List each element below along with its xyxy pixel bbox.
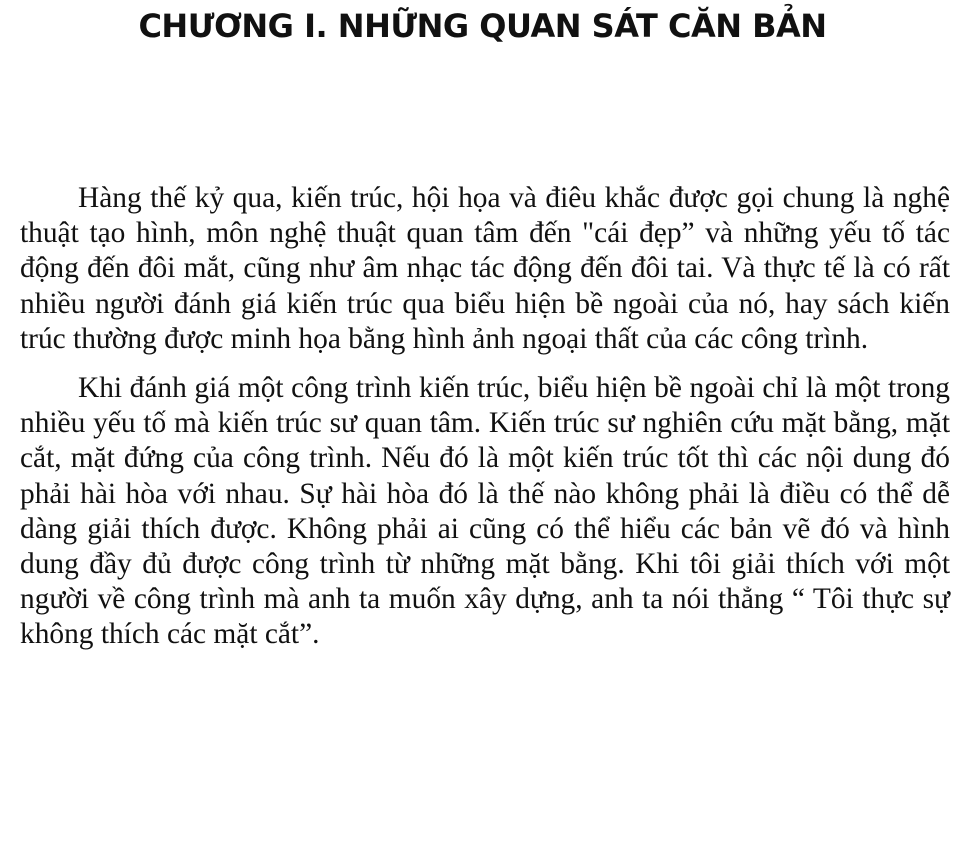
- chapter-title: CHƯƠNG I. NHỮNG QUAN SÁT CĂN BẢN: [138, 7, 827, 45]
- paragraph-1: Hàng thế kỷ qua, kiến trúc, hội họa và điêu khắc được gọi chung là nghệ thuật tạo hình, môn nghệ thuật quan tâm đến "cái đẹp” và những yếu tố tác động đến đôi mắt, cũng như âm nhạc tác động đến đôi tai. Và thực tế là có rất nhiều người đánh giá kiến trúc qua biểu hiện bề ngoài của nó, hay sách kiến trúc thường được minh họa bằng hình ảnh ngoại thất của các công trình.: [20, 182, 950, 355]
- body-text: [20, 181, 950, 653]
- paragraph-2: Khi đánh giá một công trình kiến trúc, biểu hiện bề ngoài chỉ là một trong nhiều yếu tố mà kiến trúc sư quan tâm. Kiến trúc sư nghiên cứu mặt bằng, mặt cắt, mặt đứng của công trình. Nếu đó là một kiến trúc tốt thì các nội dung đó phải hài hòa với nhau. Sự hài hòa đó là thế nào không phải là điều có thể dễ dàng giải thích được. Không phải ai cũng có thể hiểu các bản vẽ đó và hình dung đầy đủ được công trình từ những mặt bằng. Khi tôi giải thích với một người về công trình mà anh ta muốn xây dựng, anh ta nói thẳng “ Tôi thực sự không thích các mặt cắt”.: [20, 372, 950, 651]
